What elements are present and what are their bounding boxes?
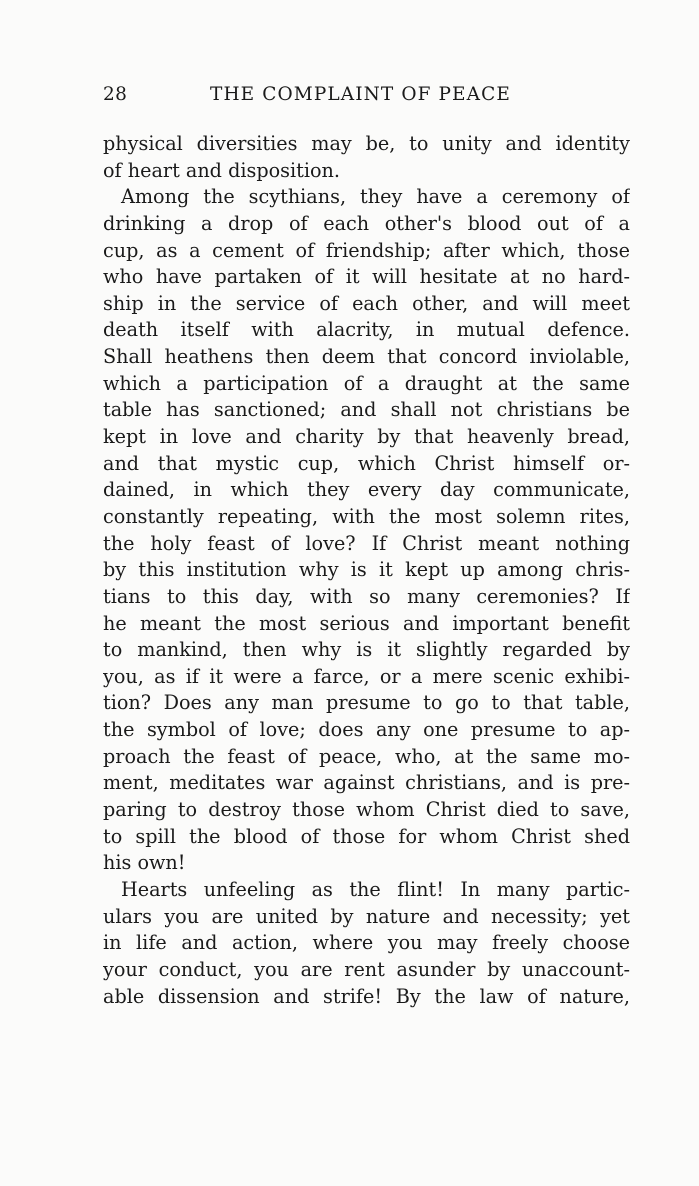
text-line: ment, meditates war against christians, and is pre-	[103, 771, 630, 795]
text-line: ship in the service of each other, and will meet	[103, 291, 630, 315]
text-line: and that mystic cup, which Christ himself or-	[103, 451, 630, 475]
text-line: to mankind, then why is it slightly regarded by	[103, 638, 630, 662]
text-line: Hearts unfeeling as the flint! In many partic-	[121, 877, 630, 901]
running-title: THE COMPLAINT OF PEACE	[210, 84, 511, 105]
text-line: his own!	[103, 851, 186, 875]
text-line: cup, as a cement of friendship; after which, those	[103, 238, 630, 262]
text-line: he meant the most serious and important benefit	[103, 611, 630, 635]
running-header	[103, 84, 630, 112]
text-line: paring to destroy those whom Christ died to save,	[103, 798, 630, 822]
body-text	[103, 131, 630, 1010]
text-line: in life and action, where you may freely choose	[103, 931, 630, 955]
text-line: you, as if it were a farce, or a mere scenic exhibi-	[103, 664, 630, 688]
text-line: proach the feast of peace, who, at the same mo-	[103, 744, 630, 768]
text-line: to spill the blood of those for whom Christ shed	[103, 824, 630, 848]
text-line: able dissension and strife! By the law of nature,	[103, 984, 630, 1008]
text-line: drinking a drop of each other's blood out of a	[103, 211, 630, 235]
text-line: Shall heathens then deem that concord inviolable,	[103, 345, 630, 369]
text-line: by this institution why is it kept up among chris-	[103, 558, 630, 582]
text-line: constantly repeating, with the most solemn rites,	[103, 504, 630, 528]
text-line: tians to this day, with so many ceremonies? If	[103, 584, 630, 608]
page-number: 28	[103, 84, 128, 105]
text-line: Among the scythians, they have a ceremony of	[121, 185, 630, 209]
text-line: kept in love and charity by that heavenly bread,	[103, 425, 630, 449]
text-line: of heart and disposition.	[103, 158, 341, 182]
text-line: ulars you are united by nature and necessity; yet	[103, 904, 630, 928]
text-line: physical diversities may be, to unity and identity	[103, 132, 630, 155]
text-line: who have partaken of it will hesitate at no hard-	[103, 265, 630, 289]
text-line: table has sanctioned; and shall not christians be	[103, 398, 630, 422]
text-line: your conduct, you are rent asunder by unaccount-	[103, 957, 630, 981]
text-line: the holy feast of love? If Christ meant nothing	[103, 531, 630, 555]
text-line: the symbol of love; does any one presume to ap-	[103, 718, 630, 742]
text-line: which a participation of a draught at the same	[103, 371, 630, 395]
text-line: death itself with alacrity, in mutual defence.	[103, 318, 630, 342]
text-line: tion? Does any man presume to go to that table,	[103, 691, 630, 715]
text-line: dained, in which they every day communicate,	[103, 478, 630, 502]
